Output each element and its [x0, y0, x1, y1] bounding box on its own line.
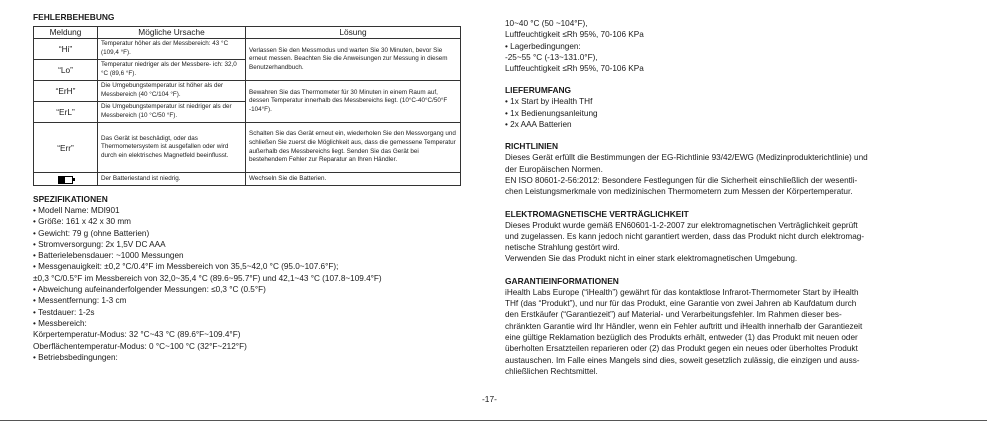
warranty-line: überholten Ersatzteilen reparieren oder (2) das Produkt gegen ein neues oder überholtes Produkt — [505, 344, 858, 354]
specs-continued — [505, 18, 975, 74]
warranty-line: austauschen. Im Falle eines Mangels sind dies, soweit gesetzlich zulässig, die einzigen und auss- — [505, 355, 860, 365]
emc-text — [505, 220, 975, 265]
header-solution: Lösung — [246, 27, 461, 39]
table-row — [34, 173, 461, 186]
delivery-list — [505, 96, 975, 130]
spec-line: • Testdauer: 1-2s — [33, 307, 95, 317]
spec-line: • Stromversorgung: 2x 1,5V DC AAA — [33, 239, 166, 249]
warranty-line: den Erstkäufer (“Garantiezeit”) auf Material- und Verarbeitungsfehler. Im Rahmen dieser bes- — [505, 310, 842, 320]
header-message: Meldung — [34, 27, 98, 39]
error-code: “Lo” — [34, 60, 98, 81]
error-cause: Die Umgebungstemperatur ist höher als der Messbereich (40 °C/104 °F). — [98, 81, 246, 102]
delivery-title: LIEFERUMFANG — [505, 85, 572, 96]
emc-title: ELEKTROMAGNETISCHE VERTRÄGLICHKEIT — [505, 208, 689, 219]
error-code: “ErH” — [34, 81, 98, 102]
emc-line: netische Strahlung gestört wird. — [505, 243, 620, 253]
error-cause: Das Gerät ist beschädigt, oder das Thermometersystem ist ausgefallen oder wird durch ein elektrisches Magnetfeld beeinflusst. — [98, 123, 246, 173]
delivery-item: • 2x AAA Batterien — [505, 120, 572, 130]
warranty-line: chließlichen Rechtsmittel. — [505, 366, 598, 376]
spec-line: 10~40 °C (50 ~104°F), — [505, 19, 588, 28]
delivery-item: • 1x Bedienungsanleitung — [505, 108, 598, 118]
right-column — [505, 18, 975, 377]
spec-line: Luftfeuchtigkeit ≤Rh 95%, 70-106 KPa — [505, 30, 644, 40]
spec-line: -25~55 °C (-13~131.0°F), — [505, 52, 598, 62]
troubleshooting-title: FEHLERBEHEBUNG — [33, 12, 115, 22]
guidelines-line: EN ISO 80601-2-56:2012: Besondere Festlegungen für die Sicherheit einschließlich der wesentli- — [505, 175, 858, 185]
spec-line: • Lagerbedingungen: — [505, 41, 581, 51]
warranty-text — [505, 287, 975, 377]
emc-line: Verwenden Sie das Produkt nicht in einer stark elektromagnetischen Umgebung. — [505, 254, 798, 264]
spec-line: Körpertemperatur-Modus: 32 °C~43 °C (89.6°F~109.4°F) — [33, 330, 241, 340]
bottom-divider — [0, 420, 987, 421]
warranty-line: chränkten Garantie wird Ihr Händler, wenn ein Fehler auftritt und iHealth innerhalb der Garantiezeit — [505, 321, 863, 331]
specs-list — [33, 205, 460, 363]
page-number: -17- — [482, 394, 497, 404]
spec-line: • Gewicht: 79 g (ohne Batterien) — [33, 228, 150, 238]
error-solution: Wechseln Sie die Batterien. — [246, 173, 461, 186]
guidelines-line: chen Leistungsmerkmale von medizinischen Thermometern zum Messen der Körpertemperatur. — [505, 187, 853, 197]
error-code: “Hi” — [34, 39, 98, 60]
table-row — [34, 81, 461, 102]
error-cause: Temperatur niedriger als der Messbere- ich: 32,0 °C (89,6 °F). — [98, 60, 246, 81]
spec-line: • Batterielebensdauer: ~1000 Messungen — [33, 251, 184, 261]
left-column — [33, 12, 460, 363]
guidelines-text — [505, 152, 975, 197]
spec-line: Oberflächentemperatur-Modus: 0 °C~100 °C (32°F~212°F) — [33, 341, 247, 351]
spec-line: • Modell Name: MDI901 — [33, 206, 120, 215]
warranty-title: GARANTIEINFORMATIONEN — [505, 275, 619, 286]
error-solution: Schalten Sie das Gerät erneut ein, wiederholen Sie den Messvorgang und schließen Sie zuerst die Möglichkeit aus, dass die gemessene Temperatur außerhalb des Messbereichs liegt. Senden Sie das Gerät bei bestehendem Fehler zur Reparatur an Ihren Händler. — [246, 123, 461, 173]
guidelines-line: der Europäischen Normen. — [505, 164, 603, 174]
warranty-line: iHealth Labs Europe (“iHealth”) gewährt für das kontaktlose Infrarot-Thermometer Start by iHealth — [505, 287, 859, 297]
error-solution: Bewahren Sie das Thermometer für 30 Minuten in einem Raum auf, dessen Temperatur innerhalb des Messbereichs liegt. (10°C-40°C/50°F -104°F). — [246, 81, 461, 123]
error-code: “Err” — [34, 123, 98, 173]
table-row — [34, 123, 461, 173]
warranty-line: eine gültige Reklamation bezüglich des Produkts erhält, entweder (1) das Produkt mit neuen oder — [505, 332, 858, 342]
specs-title: SPEZIFIKATIONEN — [33, 194, 108, 204]
error-solution: Verlassen Sie den Messmodus und warten Sie 30 Minuten, bevor Sie erneut messen. Beachten Sie die Anweisungen zur Messung in diesem Benutzerhandbuch. — [246, 39, 461, 81]
spec-line: Luftfeuchtigkeit ≤Rh 95%, 70-106 KPa — [505, 64, 644, 74]
table-header-row — [34, 27, 461, 39]
battery-low-icon — [58, 176, 73, 184]
spec-line: ±0,3 °C/0.5°F im Messbereich von 32,0~35,4 °C (89.6~95.7°F) und 42,1~43 °C (107.8~109.4°F) — [33, 273, 382, 283]
troubleshooting-table — [33, 26, 461, 186]
delivery-item: • 1x Start by iHealth THf — [505, 97, 593, 107]
spec-line: • Messbereich: — [33, 318, 87, 328]
spec-line: • Abweichung aufeinanderfolgender Messungen: ≤0,3 °C (0.5°F) — [33, 285, 266, 295]
spec-line: • Größe: 161 x 42 x 30 mm — [33, 217, 131, 227]
spec-line: • Messgenauigkeit: ±0,2 °C/0.4°F im Messbereich von 35,5~42,0 °C (95.0~107.6°F); — [33, 262, 339, 272]
error-cause: Temperatur höher als der Messbereich: 43 °C (109,4 °F). — [98, 39, 246, 60]
error-cause: Der Batteriestand ist niedrig. — [98, 173, 246, 186]
emc-line: und zugelassen. Es kann jedoch nicht garantiert werden, dass das Produkt nicht durch elektromag- — [505, 231, 865, 241]
table-row — [34, 39, 461, 60]
spec-line: • Messentfernung: 1-3 cm — [33, 296, 127, 306]
guidelines-line: Dieses Gerät erfüllt die Bestimmungen der EG-Richtlinie 93/42/EWG (Medizinprodukterichtlinie) und — [505, 153, 868, 163]
emc-line: Dieses Produkt wurde gemäß EN60601-1-2-2007 zur elektromagnetischen Verträglichkeit geprüft — [505, 220, 858, 230]
guidelines-title: RICHTLINIEN — [505, 141, 559, 152]
warranty-line: THf (das “Produkt”), und nur für das Produkt, eine Garantie von zwei Jahren ab Kaufdatum durch — [505, 299, 857, 309]
battery-code-cell — [34, 173, 98, 186]
spec-line: • Betriebsbedingungen: — [33, 352, 118, 362]
error-code: “ErL” — [34, 102, 98, 123]
header-cause: Mögliche Ursache — [98, 27, 246, 39]
error-cause: Die Umgebungstemperatur ist niedriger als der Messbereich (10 °C/50 °F). — [98, 102, 246, 123]
